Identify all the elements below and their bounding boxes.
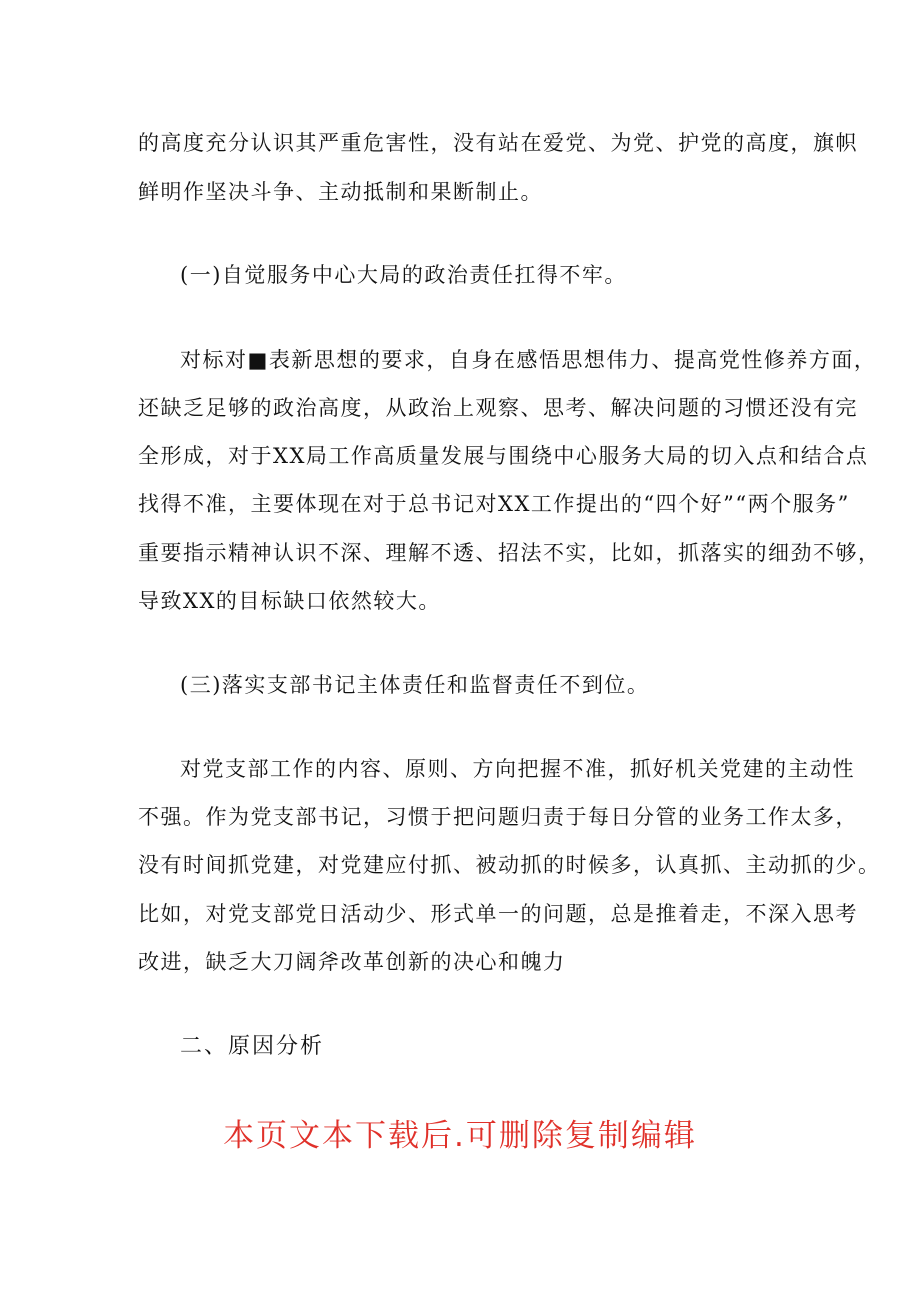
section-title: 二、原因分析 bbox=[180, 1034, 325, 1059]
paragraph-2-line-4: 找得不准，主要体现在对于总书记对XX工作提出的“四个好”“两个服务” bbox=[138, 492, 850, 516]
download-notice: 本页文本下载后.可删除复制编辑 bbox=[223, 1118, 697, 1154]
paragraph-2-line-1: 对标对■表新思想的要求，自身在感悟思想伟力、提高党性修养方面， bbox=[180, 348, 877, 372]
paragraph-2-line-2: 还缺乏足够的政治高度，从政治上观察、思考、解决问题的习惯还没有完 bbox=[138, 396, 858, 420]
paragraph-3-line-4: 比如，对党支部党日活动少、形式单一的问题，总是推着走，不深入思考 bbox=[138, 902, 858, 926]
paragraph-3-line-3: 没有时间抓党建，对党建应付抓、被动抓的时候多，认真抓、主动抓的少。 bbox=[138, 853, 881, 877]
paragraph-2-line-5: 重要指示精神认识不深、理解不透、招法不实，比如，抓落实的细劲不够， bbox=[138, 541, 881, 565]
paragraph-3-line-1: 对党支部工作的内容、原则、方向把握不准，抓好机关党建的主动性 bbox=[180, 757, 855, 781]
paragraph-1-line-1: 的高度充分认识其严重危害性，没有站在爱党、为党、护党的高度，旗帜 bbox=[138, 131, 858, 155]
paragraph-2-line-6: 导致XX的目标缺口依然较大。 bbox=[138, 589, 441, 613]
heading-2: (三)落实支部书记主体责任和监督责任不到位。 bbox=[180, 673, 650, 697]
paragraph-2-line-3: 全形成，对于XX局工作高质量发展与围绕中心服务大局的切入点和结合点 bbox=[138, 444, 869, 468]
heading-1: (一)自觉服务中心大局的政治责任扛得不牢。 bbox=[180, 263, 627, 287]
paragraph-3-line-2: 不强。作为党支部书记，习惯于把问题归责于每日分管的业务工作太多， bbox=[138, 805, 858, 829]
paragraph-3-line-5: 改进，缺乏大刀阔斧改革创新的决心和魄力 bbox=[138, 950, 566, 974]
paragraph-1-line-2: 鲜明作坚决斗争、主动抵制和果断制止。 bbox=[138, 180, 543, 204]
